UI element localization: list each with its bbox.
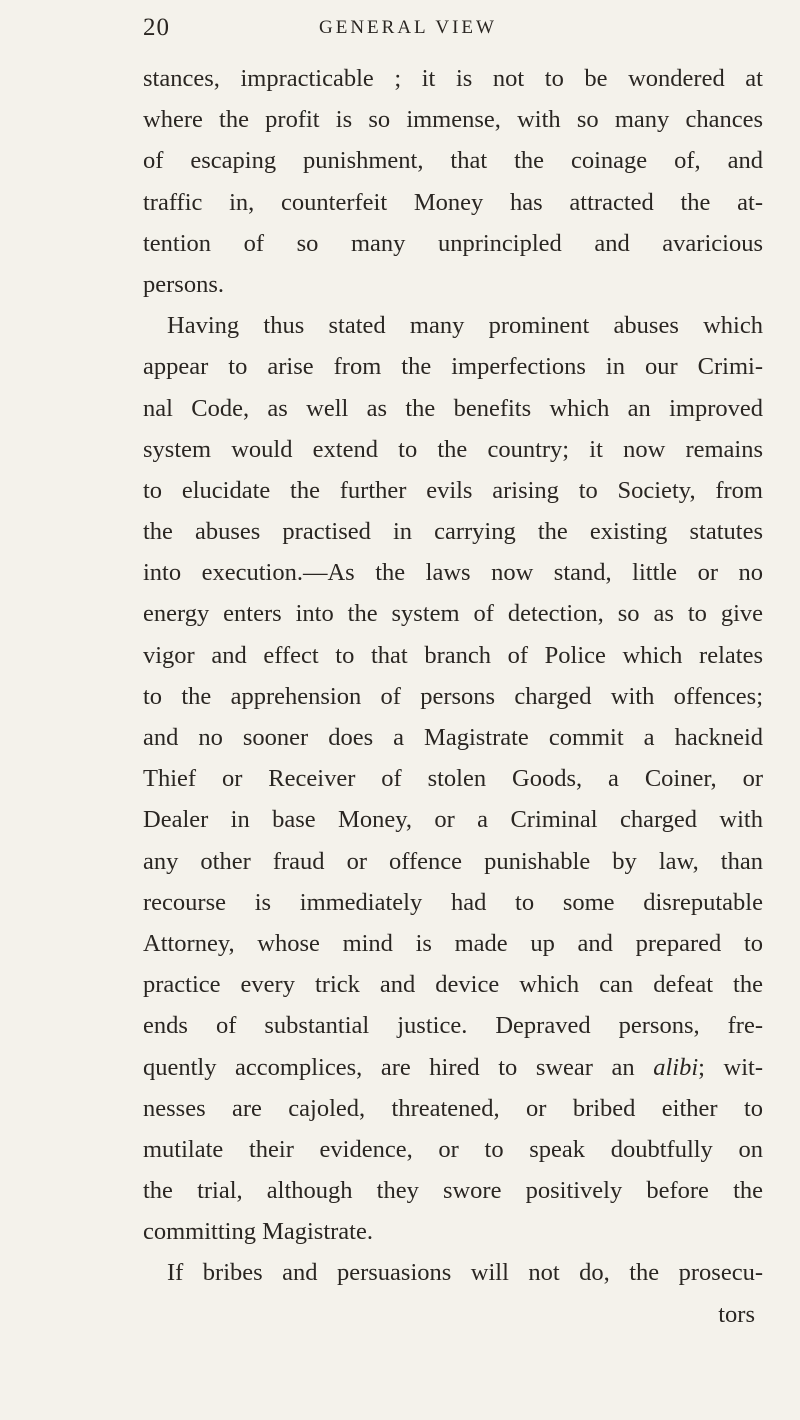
page-header <box>143 14 743 44</box>
text-line: system would extend to the country; it now remains <box>143 435 763 463</box>
text-line: the abuses practised in carrying the existing statutes <box>143 518 763 546</box>
text-line: vigor and effect to that branch of Police which relates <box>143 641 763 669</box>
text-line: to elucidate the further evils arising to Society, from <box>143 476 763 504</box>
text-line: nesses are cajoled, threatened, or bribed either to <box>143 1094 763 1122</box>
text-run: ; wit- <box>698 1053 763 1081</box>
catchword: tors <box>718 1300 755 1328</box>
text-line: and no sooner does a Magistrate commit a hackneid <box>143 724 763 751</box>
text-line-paragraph-start: If bribes and persuasions will not do, the prosecu- <box>167 1259 763 1287</box>
text-line: to the apprehension of persons charged with offences; <box>143 682 763 710</box>
text-line: where the profit is so immense, with so many chances <box>143 106 763 134</box>
text-line: nal Code, as well as the benefits which an improved <box>143 394 763 422</box>
text-run: quently accomplices, are hired to swear an <box>143 1053 654 1081</box>
text-line: ends of substantial justice. Depraved persons, fre- <box>143 1012 763 1040</box>
text-line: of escaping punishment, that the coinage of, and <box>143 147 763 175</box>
running-head: GENERAL VIEW <box>319 17 497 38</box>
text-line: practice every trick and device which can defeat the <box>143 971 763 999</box>
italic-word: alibi <box>653 1053 699 1081</box>
text-line: committing Magistrate. <box>143 1218 373 1246</box>
text-line: Thief or Receiver of stolen Goods, a Coiner, or <box>143 765 763 793</box>
text-line: the trial, although they swore positively before the <box>143 1177 763 1205</box>
text-line: appear to arise from the imperfections in our Crimi- <box>143 353 763 381</box>
body-text <box>143 58 763 1335</box>
text-line: mutilate their evidence, or to speak doubtfully on <box>143 1135 763 1163</box>
text-line: traffic in, counterfeit Money has attracted the at- <box>143 188 763 216</box>
text-line: stances, impracticable ; it is not to be wondered at <box>143 65 763 92</box>
text-line: any other fraud or offence punishable by law, than <box>143 847 763 875</box>
text-line: Dealer in base Money, or a Criminal charged with <box>143 806 763 834</box>
text-line: into execution.—As the laws now stand, little or no <box>143 559 763 587</box>
text-line-paragraph-start: Having thus stated many prominent abuses which <box>167 312 763 340</box>
text-line-with-italic <box>143 1047 763 1088</box>
text-line: persons. <box>143 270 224 298</box>
text-line: energy enters into the system of detection, so as to give <box>143 600 763 628</box>
text-line: recourse is immediately had to some disreputable <box>143 888 763 916</box>
text-line: Attorney, whose mind is made up and prepared to <box>143 929 763 957</box>
page-number: 20 <box>143 14 170 41</box>
text-line: tention of so many unprincipled and avaricious <box>143 229 763 257</box>
